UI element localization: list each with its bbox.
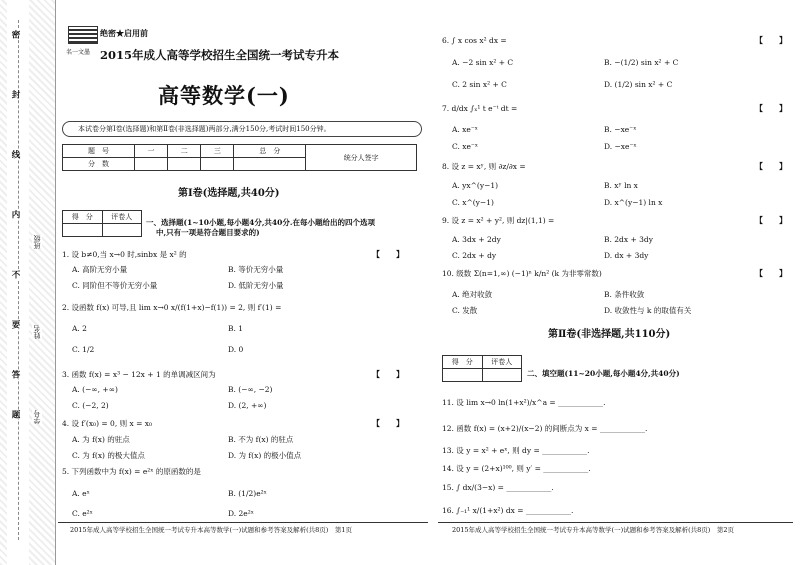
option: A. −2 sin x² + C bbox=[452, 58, 514, 67]
answer-bracket[interactable]: 【 】 bbox=[755, 215, 787, 225]
footer-divider bbox=[438, 522, 793, 523]
part2-score-box bbox=[442, 355, 522, 382]
score-box-cell: 评卷人 bbox=[102, 211, 142, 224]
question-stem: 1. 设 b≠0,当 x→0 时,sinbx 是 x² 的 bbox=[62, 250, 187, 259]
question-stem: 4. 设 f′(x₀) = 0, 则 x = x₀ bbox=[62, 419, 152, 428]
gutter-char: 答 bbox=[10, 370, 20, 379]
name-label: 姓名 bbox=[33, 325, 41, 339]
option: C. x^(y−1) bbox=[452, 198, 494, 207]
id-label: 学号 bbox=[33, 410, 41, 424]
score-box-cell: 评卷人 bbox=[482, 356, 522, 369]
option: C. 同阶但不等价无穷小量 bbox=[72, 281, 158, 290]
score-cell bbox=[134, 158, 167, 171]
question-stem: 8. 设 z = xʸ, 则 ∂z/∂x = bbox=[442, 162, 526, 171]
logo-text: 名一文墨 bbox=[66, 49, 91, 56]
answer-bracket[interactable]: 【 】 bbox=[372, 249, 404, 259]
option: D. 0 bbox=[228, 345, 244, 354]
option: A. xe⁻ˣ bbox=[452, 125, 478, 134]
score-cell bbox=[168, 158, 201, 171]
intro-text: 本试卷分第Ⅰ卷(选择题)和第Ⅱ卷(非选择题)两部分,满分150分,考试时间150分钟。 bbox=[78, 125, 331, 133]
option: B. xʸ ln x bbox=[604, 181, 638, 190]
option: B. 1 bbox=[228, 324, 244, 333]
footer-divider bbox=[58, 522, 428, 523]
option: D. −xe⁻ˣ bbox=[604, 142, 637, 151]
class-label: 班级 bbox=[33, 235, 41, 249]
score-cell: 题 号 bbox=[63, 145, 135, 158]
answer-bracket[interactable]: 【 】 bbox=[755, 268, 787, 278]
footer-right: 2015年成人高等学校招生全国统一考试专升本高等数学(一)试题和参考答案及解析(共8页) 第2页 bbox=[452, 526, 734, 534]
gutter-char: 要 bbox=[10, 320, 20, 329]
binding-gutter bbox=[0, 0, 56, 565]
secret-mark: 绝密★启用前 bbox=[100, 28, 148, 38]
option: C. 发散 bbox=[452, 306, 478, 315]
question-stem: 2. 设函数 f(x) 可导,且 lim x→0 x/(f(1+x)−f(1)) = 2, 则 f′(1) = bbox=[62, 303, 282, 312]
option: A. 2 bbox=[72, 324, 87, 333]
option: A. yx^(y−1) bbox=[452, 181, 499, 190]
gutter-char: 不 bbox=[10, 270, 20, 279]
question-stem: 7. d/dx ∫ₓ¹ t e⁻ᵗ dt = bbox=[442, 104, 518, 113]
score-cell bbox=[234, 158, 306, 171]
page-title: 高等数学(一) bbox=[158, 83, 290, 108]
score-cell: 一 bbox=[134, 145, 167, 158]
fill-question: 14. 设 y = (2+x)¹⁰⁰, 则 y′ = ____________. bbox=[442, 464, 591, 473]
score-box-cell bbox=[63, 224, 103, 237]
answer-bracket[interactable]: 【 】 bbox=[755, 161, 787, 171]
option: B. −xe⁻ˣ bbox=[604, 125, 637, 134]
option: D. (1/2) sin x² + C bbox=[604, 80, 673, 89]
option: C. 2 sin x² + C bbox=[452, 80, 507, 89]
gutter-char: 内 bbox=[10, 210, 20, 219]
option: B. 条件收敛 bbox=[604, 290, 645, 299]
option: A. 绝对收敛 bbox=[452, 290, 493, 299]
option: D. (2, +∞) bbox=[228, 401, 267, 410]
fill-question: 12. 函数 f(x) = (x+2)/(x−2) 的间断点为 x = ____________. bbox=[442, 424, 648, 433]
option: A. 3dx + 2dy bbox=[452, 235, 501, 244]
option: B. 不为 f(x) 的驻点 bbox=[228, 435, 294, 444]
question-stem: 10. 级数 Σ(n=1,∞) (−1)ⁿ k/n² (k 为非零常数) bbox=[442, 269, 602, 278]
option: D. 2e²ˣ bbox=[228, 509, 254, 518]
option: C. xe⁻ˣ bbox=[452, 142, 479, 151]
gutter-char: 题 bbox=[10, 410, 20, 419]
answer-bracket[interactable]: 【 】 bbox=[755, 35, 787, 45]
option: A. (−∞, +∞) bbox=[72, 385, 118, 394]
score-box-cell bbox=[482, 369, 522, 382]
option: A. eˣ bbox=[72, 489, 90, 498]
option: D. 低阶无穷小量 bbox=[228, 281, 284, 290]
option: D. 收敛性与 k 的取值有关 bbox=[604, 306, 692, 315]
answer-bracket[interactable]: 【 】 bbox=[755, 103, 787, 113]
score-box-cell bbox=[102, 224, 142, 237]
question-stem: 9. 设 z = x² + y², 则 dz|(1,1) = bbox=[442, 216, 555, 225]
option: A. 为 f(x) 的驻点 bbox=[72, 435, 130, 444]
score-cell: 二 bbox=[168, 145, 201, 158]
question-stem: 6. ∫ x cos x² dx = bbox=[442, 36, 507, 45]
logo-icon bbox=[68, 26, 98, 44]
score-cell: 统分人签字 bbox=[306, 145, 417, 171]
score-box-cell: 得 分 bbox=[443, 356, 483, 369]
fill-question: 11. 设 lim x→0 ln(1+x²)/x^a = ____________. bbox=[442, 398, 606, 407]
option: C. (−2, 2) bbox=[72, 401, 109, 410]
option: C. e²ˣ bbox=[72, 509, 93, 518]
question-stem: 5. 下列函数中为 f(x) = e²ˣ 的原函数的是 bbox=[62, 467, 201, 476]
part1-title: 第Ⅰ卷(选择题,共40分) bbox=[178, 188, 280, 199]
option: B. 2dx + 3dy bbox=[604, 235, 653, 244]
gutter-char: 密 bbox=[10, 30, 20, 39]
option: D. x^(y−1) ln x bbox=[604, 198, 663, 207]
score-cell bbox=[201, 158, 234, 171]
answer-bracket[interactable]: 【 】 bbox=[372, 418, 404, 428]
option: B. −(1/2) sin x² + C bbox=[604, 58, 679, 67]
option: A. 高阶无穷小量 bbox=[72, 265, 128, 274]
option: B. (1/2)e²ˣ bbox=[228, 489, 267, 498]
score-cell: 分 数 bbox=[63, 158, 135, 171]
answer-bracket[interactable]: 【 】 bbox=[372, 369, 404, 379]
part1-instr: 中,只有一项是符合题目要求的) bbox=[156, 228, 260, 237]
option: B. (−∞, −2) bbox=[228, 385, 273, 394]
fill-question: 13. 设 y = x² + eˣ, 则 dy = ____________. bbox=[442, 446, 590, 455]
fill-question: 16. ∫₋₁¹ x/(1+x²) dx = ____________. bbox=[442, 506, 574, 515]
score-cell: 三 bbox=[201, 145, 234, 158]
fill-question: 15. ∫ dx/(3−x) = ____________. bbox=[442, 483, 554, 492]
option: D. 为 f(x) 的极小值点 bbox=[228, 451, 302, 460]
score-box-cell bbox=[443, 369, 483, 382]
score-box-cell: 得 分 bbox=[63, 211, 103, 224]
score-cell: 总 分 bbox=[234, 145, 306, 158]
part1-score-box bbox=[62, 210, 142, 237]
exam-title: 2015年成人高等学校招生全国统一考试专升本 bbox=[100, 48, 340, 62]
option: B. 等价无穷小量 bbox=[228, 265, 284, 274]
footer-left: 2015年成人高等学校招生全国统一考试专升本高等数学(一)试题和参考答案及解析(共8页) 第1页 bbox=[70, 526, 352, 534]
question-stem: 3. 函数 f(x) = x³ − 12x + 1 的单调减区间为 bbox=[62, 370, 216, 379]
score-table bbox=[62, 144, 417, 171]
gutter-char: 线 bbox=[10, 150, 20, 159]
option: D. dx + 3dy bbox=[604, 251, 649, 260]
part1-instr: 一、选择题(1~10小题,每小题4分,共40分.在每小题给出的四个选项 bbox=[146, 218, 375, 227]
option: C. 1/2 bbox=[72, 345, 95, 354]
option: C. 为 f(x) 的极大值点 bbox=[72, 451, 145, 460]
option: C. 2dx + dy bbox=[452, 251, 497, 260]
part2-instr: 二、填空题(11~20小题,每小题4分,共40分) bbox=[527, 369, 680, 378]
gutter-char: 封 bbox=[10, 90, 20, 99]
part2-title: 第Ⅱ卷(非选择题,共110分) bbox=[548, 329, 671, 340]
